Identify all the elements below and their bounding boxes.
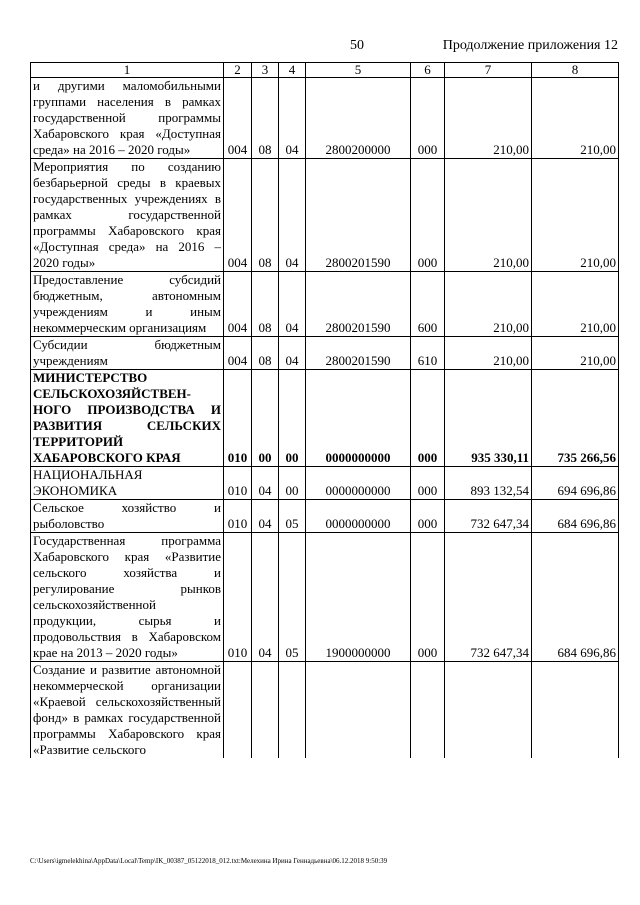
table-row — [31, 159, 619, 272]
table-row — [31, 662, 619, 759]
cell-amount-1: 732 647,34 — [445, 500, 532, 533]
cell-target: 2800201590 — [306, 159, 411, 272]
cell-amount-1: 210,00 — [445, 272, 532, 337]
table-row — [31, 370, 619, 467]
row-name: МИНИСТЕРСТВО СЕЛЬСКОХОЗЯЙСТВЕН-НОГО ПРОИЗВОДСТВА И РАЗВИТИЯ СЕЛЬСКИХ ТЕРРИТОРИЙ ХАБАРОВСКОГО КРАЯ — [31, 370, 224, 467]
column-header: 3 — [252, 63, 279, 78]
cell-section: 00 — [252, 370, 279, 467]
row-name: Создание и развитие автономной некоммерческой организации «Краевой сельскохозяйственный фонд» в рамках государственной программы Хабаровского края «Развитие сельского — [31, 662, 224, 759]
cell-section: 08 — [252, 159, 279, 272]
cell-subsection: 04 — [279, 272, 306, 337]
cell-type: 000 — [411, 159, 445, 272]
cell-amount-1 — [445, 662, 532, 759]
cell-amount-2: 210,00 — [532, 159, 619, 272]
cell-amount-2: 210,00 — [532, 337, 619, 370]
cell-amount-1: 210,00 — [445, 159, 532, 272]
cell-amount-2: 735 266,56 — [532, 370, 619, 467]
cell-subsection: 04 — [279, 159, 306, 272]
cell-code: 010 — [224, 500, 252, 533]
cell-section — [252, 662, 279, 759]
cell-section: 08 — [252, 272, 279, 337]
cell-target — [306, 662, 411, 759]
cell-target: 2800200000 — [306, 78, 411, 159]
row-name: Предоставление субсидий бюджетным, автономным учреждениям и иным некоммерческим организациям — [31, 272, 224, 337]
cell-target: 0000000000 — [306, 467, 411, 500]
page-number: 50 — [350, 38, 364, 53]
cell-subsection — [279, 662, 306, 759]
cell-section: 04 — [252, 467, 279, 500]
cell-amount-2: 210,00 — [532, 272, 619, 337]
row-name: Сельское хозяйство и рыболовство — [31, 500, 224, 533]
cell-section: 08 — [252, 337, 279, 370]
column-header: 5 — [306, 63, 411, 78]
cell-target: 0000000000 — [306, 500, 411, 533]
cell-subsection: 00 — [279, 370, 306, 467]
cell-subsection: 04 — [279, 337, 306, 370]
cell-type: 000 — [411, 533, 445, 662]
table-header-row — [31, 63, 619, 78]
appendix-caption: Продолжение приложения 12 — [442, 38, 618, 53]
cell-code: 010 — [224, 467, 252, 500]
cell-target: 2800201590 — [306, 337, 411, 370]
cell-section: 04 — [252, 533, 279, 662]
cell-code: 004 — [224, 337, 252, 370]
cell-code: 004 — [224, 159, 252, 272]
cell-code: 004 — [224, 78, 252, 159]
column-header: 8 — [532, 63, 619, 78]
cell-subsection: 04 — [279, 78, 306, 159]
column-header: 2 — [224, 63, 252, 78]
cell-amount-1: 210,00 — [445, 78, 532, 159]
cell-section: 08 — [252, 78, 279, 159]
cell-subsection: 05 — [279, 500, 306, 533]
cell-amount-1: 935 330,11 — [445, 370, 532, 467]
cell-code: 004 — [224, 272, 252, 337]
cell-amount-2: 210,00 — [532, 78, 619, 159]
cell-subsection: 05 — [279, 533, 306, 662]
cell-type: 000 — [411, 467, 445, 500]
cell-section: 04 — [252, 500, 279, 533]
column-header: 1 — [31, 63, 224, 78]
row-name: Мероприятия по созданию безбарьерной среды в краевых государственных учреждениях в рамках государственной программы Хабаровского края «Доступная среда» на 2016 – 2020 годы» — [31, 159, 224, 272]
cell-code — [224, 662, 252, 759]
cell-type: 610 — [411, 337, 445, 370]
row-name: НАЦИОНАЛЬНАЯ ЭКОНОМИКА — [31, 467, 224, 500]
table-row — [31, 533, 619, 662]
file-path-footer: C:\Users\igmelekhina\AppData\Local\Temp\IK_00387_05122018_012.txt:Мелехина Ирина Геннадьевна\06.12.2018 9:50:39 — [30, 857, 388, 865]
cell-target: 0000000000 — [306, 370, 411, 467]
table-row — [31, 78, 619, 159]
table-row — [31, 467, 619, 500]
budget-table — [30, 62, 619, 758]
cell-amount-2: 684 696,86 — [532, 533, 619, 662]
cell-amount-1: 732 647,34 — [445, 533, 532, 662]
column-header: 6 — [411, 63, 445, 78]
cell-subsection: 00 — [279, 467, 306, 500]
cell-amount-2: 694 696,86 — [532, 467, 619, 500]
cell-type: 000 — [411, 78, 445, 159]
column-header: 7 — [445, 63, 532, 78]
column-header: 4 — [279, 63, 306, 78]
cell-amount-2: 684 696,86 — [532, 500, 619, 533]
cell-type — [411, 662, 445, 759]
cell-target: 1900000000 — [306, 533, 411, 662]
cell-amount-1: 893 132,54 — [445, 467, 532, 500]
cell-type: 600 — [411, 272, 445, 337]
row-name: и другими маломобильными группами населения в рамках государственной программы Хабаровского края «Доступная среда» на 2016 – 2020 годы» — [31, 78, 224, 159]
row-name: Государственная программа Хабаровского края «Развитие сельского хозяйства и регулирование рынков сельскохозяйственной продукции, сырья и продовольствия в Хабаровском крае на 2013 – 2020 годы» — [31, 533, 224, 662]
cell-type: 000 — [411, 500, 445, 533]
table-row — [31, 272, 619, 337]
table-row — [31, 500, 619, 533]
cell-target: 2800201590 — [306, 272, 411, 337]
cell-type: 000 — [411, 370, 445, 467]
cell-code: 010 — [224, 370, 252, 467]
row-name: Субсидии бюджетным учреждениям — [31, 337, 224, 370]
cell-code: 010 — [224, 533, 252, 662]
table-row — [31, 337, 619, 370]
cell-amount-2 — [532, 662, 619, 759]
cell-amount-1: 210,00 — [445, 337, 532, 370]
